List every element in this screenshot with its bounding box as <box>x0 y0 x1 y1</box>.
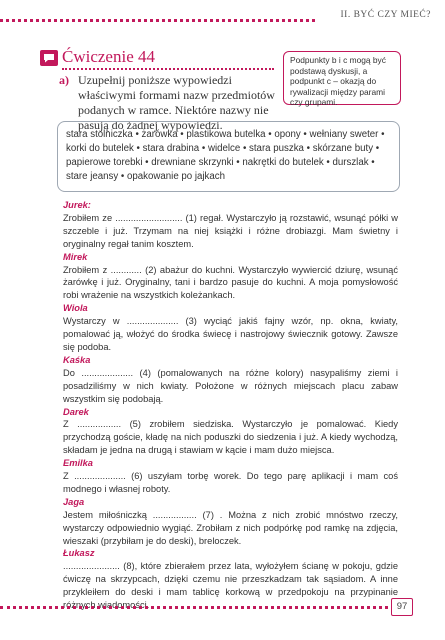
section-header: II. BYĆ CZY MIEĆ? <box>340 10 431 20</box>
entry-jaga <box>63 496 398 548</box>
entry-name: Jaga <box>63 496 85 507</box>
entry-jurek <box>63 199 398 251</box>
entry-emilka <box>63 457 398 496</box>
entry-mirek <box>63 251 398 303</box>
entry-name: Mirek <box>63 251 88 262</box>
entry-name: Wiola <box>63 303 88 314</box>
entry-name: Jurek: <box>63 200 91 210</box>
entry-lukasz <box>63 547 398 612</box>
top-dotted-rule <box>0 19 315 22</box>
entry-kaska <box>63 354 398 406</box>
bottom-dotted-rule <box>0 606 388 609</box>
word-box: stara stolniczka • żarówka • plastikowa butelka • opony • wełniany sweter • korki do butelek • stara drabina • widelce • stara puszka • skórzane buty • papierowe torebki • drewniane skrzynki • nakrętki do butelek • durszlak • stare jeansy • opakowanie po jajkach <box>57 121 400 192</box>
teacher-note: Podpunkty b i c mogą być podstawą dyskusji, a podpunkt c – okazją do rywalizacji między parami czy grupami. <box>283 51 401 105</box>
exercise-title: Ćwiczenie 44 <box>62 47 155 66</box>
entry-wiola <box>63 302 398 354</box>
entry-text: Wystarczy w .................... (3) wyciąć jakiś fajny wzór, np. okna, kwiaty, pomalować ją, włożyć do środka świecę i nastrojowy świecznik gotowy. Zawsze się podoba. <box>63 316 398 352</box>
entry-text: Zrobiłem z ............ (2) abażur do kuchni. Wystarczyło wywiercić dziurę, wsunąć żarówkę i już. Oryginalny, tani i bardzo pasuje do kuchni. A moja pomysłowość robi wrażenie na wszystkich koleżankach. <box>63 264 398 301</box>
entry-name: Darek <box>63 406 89 417</box>
entry-name: Kaśka <box>63 354 91 365</box>
entry-text: Do .................... (4) (pomalowanych na różne kolory) nasypaliśmy ziemi i posadziliśmy w nich kwiaty. Położone w różnych miejscach placu zabaw wszystkim się podobają. <box>63 367 398 404</box>
exercise-speech-icon <box>40 50 58 66</box>
task-text: Uzupełnij poniższe wypowiedzi właściwymi formami nazw przedmiotów podanych w ramce. Niektóre nazwy nie pasują do żadnej wypowiedzi. <box>78 73 275 132</box>
entry-text: ...................... (8), które zbierałem przez lata, wyłożyłem ścianę w pokoju, gdzie ćwiczę na skrzypcach, dzięki czemu nie przeszkadzam tak sąsiadom. A inne przykleiłem do deski i mam tablicę korkową w przedpokoju na przypinanie różnych wiadomości. <box>63 561 398 611</box>
title-dotted-rule <box>62 68 274 70</box>
task-letter: a) <box>59 73 69 87</box>
entry-text: Zrobiłem ze .......................... (1) regał. Wystarczyło ją rozstawić, wsunąć półki w szczeble i już. Trzymam na niej książki i różne drobiazgi. Mam świetny i oryginalny regał tanim kosztem. <box>63 212 398 249</box>
entry-name: Łukasz <box>63 548 95 559</box>
entry-text: Z ................. (5) zrobiłem siedziska. Wystarczyło je pomalować. Kiedy przychodzą goście, kładę na nich poduszki do siedzenia i już. A kiedy wychodzą, składam je jedna na drugą i stawiam w kącie i mam dużo miejsca. <box>63 419 398 456</box>
entry-name: Emilka <box>63 458 93 469</box>
answers-section <box>63 199 398 612</box>
entry-text: Z .................... (6) uszyłam torbę worek. Do tego parę aplikacji i mam coś modnego i własnej roboty. <box>63 471 398 494</box>
page-number: 97 <box>391 598 413 616</box>
entry-darek <box>63 406 398 458</box>
entry-text: Jestem miłośniczką ................. (7) . Można z nich zrobić mnóstwo rzeczy, wystarczy odpowiednio wygiąć. Zrobiłam z nich podpórkę pod ramkę na zdjęcia, wieszaki (przybiłam je do deski), breloczek. <box>63 509 398 546</box>
